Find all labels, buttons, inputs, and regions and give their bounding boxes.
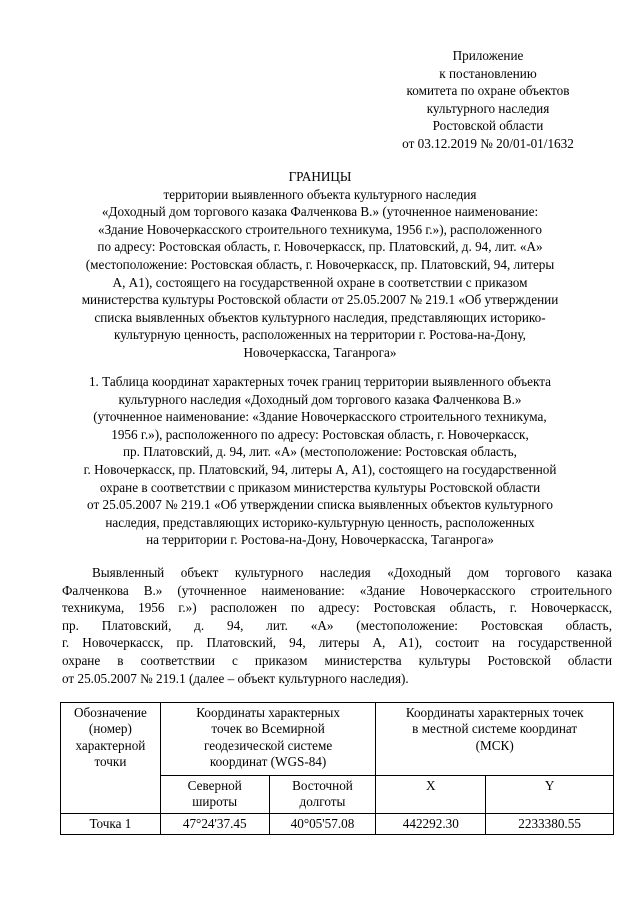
east-longitude-header: Восточной долготы xyxy=(269,776,376,814)
section-line: 1956 г.»), расположенного по адресу: Ростовская область, г. Новочеркасск, xyxy=(111,426,529,442)
title-line: (местоположение: Ростовская область, г. Новочеркасск, пр. Платовский, 94, литеры xyxy=(85,256,555,272)
x-cell: 442292.30 xyxy=(376,813,486,834)
point-designation-header: Обозначение (номер) характерной точки xyxy=(61,703,161,814)
section-line: 1. Таблица координат характерных точек границ территории выявленного объекта xyxy=(88,374,552,389)
paragraph-line: охране в соответствии с приказом министерства культуры Ростовской области xyxy=(62,652,612,668)
title-line: министерства культуры Ростовской области от 25.05.2007 № 219.1 «Об утверждении xyxy=(81,292,559,308)
section-line: от 25.05.2007 № 219.1 «Об утверждении списка выявленных объектов культурного xyxy=(87,497,553,513)
wgs84-header: Координаты характерных точек во Всемирной геодезической системе координат (WGS-84) xyxy=(160,703,376,776)
body-paragraph xyxy=(62,564,612,687)
paragraph-line: от 25.05.2007 № 219.1 (далее – объект культурного наследия). xyxy=(62,670,409,686)
paragraph-line: Фалченкова В.» (уточненное наименование: «Здание Новочеркасского строительного xyxy=(62,582,612,598)
point-cell: Точка 1 xyxy=(61,813,161,834)
table-header-row xyxy=(61,703,614,776)
section-line: г. Новочеркасск, пр. Платовский, 94, литеры А, А1), состоящего на государственной xyxy=(83,461,557,477)
msk-header: Координаты характерных точек в местной системе координат (МСК) xyxy=(376,703,614,776)
section-line: пр. Платовский, д. 94, лит. «А» (местоположение: Ростовская область, xyxy=(123,444,517,460)
x-header: X xyxy=(376,776,486,814)
paragraph-line: Выявленный объект культурного наследия «Доходный дом торгового казака xyxy=(92,565,612,580)
north-cell: 47°24'37.45 xyxy=(160,813,269,834)
title-line: «Доходный дом торгового казака Фалченкова В.» (уточненное наименование: xyxy=(101,204,539,220)
north-latitude-header: Северной широты xyxy=(160,776,269,814)
appendix-line: от 03.12.2019 № 20/01-01/1632 xyxy=(402,135,574,151)
section-line: охране в соответствии с приказом министерства культуры Ростовской области xyxy=(99,479,541,495)
paragraph-line: г. Новочеркасск, пр. Платовский, 94, литеры А, А1), состоит на государственной xyxy=(62,635,612,651)
section-line: (уточненное наименование: «Здание Новочеркасского строительного техникума, xyxy=(93,409,547,425)
title-line: А, А1), состоящего на государственной охране в соответствии с приказом xyxy=(112,274,528,290)
paragraph-line: техникума, 1956 г.») расположен по адресу: Ростовская область, г. Новочеркасск, xyxy=(62,600,612,616)
coordinates-table xyxy=(60,702,614,835)
table-row xyxy=(61,813,614,834)
document-title xyxy=(50,168,590,362)
appendix-line: комитета по охране объектов xyxy=(406,83,570,99)
appendix-line: к постановлению xyxy=(439,65,537,81)
section-1-heading xyxy=(50,373,590,549)
title-line: ГРАНИЦЫ xyxy=(288,169,352,184)
appendix-line: Приложение xyxy=(452,48,524,63)
east-cell: 40°05'57.08 xyxy=(269,813,376,834)
title-line: «Здание Новочеркасского строительного техникума, 1956 г.»), расположенного xyxy=(98,221,542,237)
y-header: Y xyxy=(486,776,614,814)
appendix-line: культурного наследия xyxy=(426,100,550,116)
appendix-line: Ростовской области xyxy=(432,118,544,134)
appendix-header xyxy=(360,47,616,153)
title-line: территории выявленного объекта культурного наследия xyxy=(163,186,477,202)
section-line: на территории г. Ростова-на-Дону, Новочеркасска, Таганрога» xyxy=(146,532,494,548)
title-line: по адресу: Ростовская область, г. Новочеркасск, пр. Платовский, д. 94, лит. «А» xyxy=(97,239,543,255)
section-line: наследия, представляющих историко-культурную ценность, расположенных xyxy=(105,514,535,530)
title-line: Новочеркасска, Таганрога» xyxy=(243,344,397,360)
section-line: культурного наследия «Доходный дом торгового казака Фалченкова В.» xyxy=(118,391,522,407)
paragraph-line: пр. Платовский, д. 94, лит. «А» (местоположение: Ростовская область, xyxy=(62,617,612,633)
title-line: списка выявленных объектов культурного наследия, представляющих историко- xyxy=(94,309,546,325)
y-cell: 2233380.55 xyxy=(486,813,614,834)
title-line: культурную ценность, расположенных на территории г. Ростова-на-Дону, xyxy=(114,327,526,343)
